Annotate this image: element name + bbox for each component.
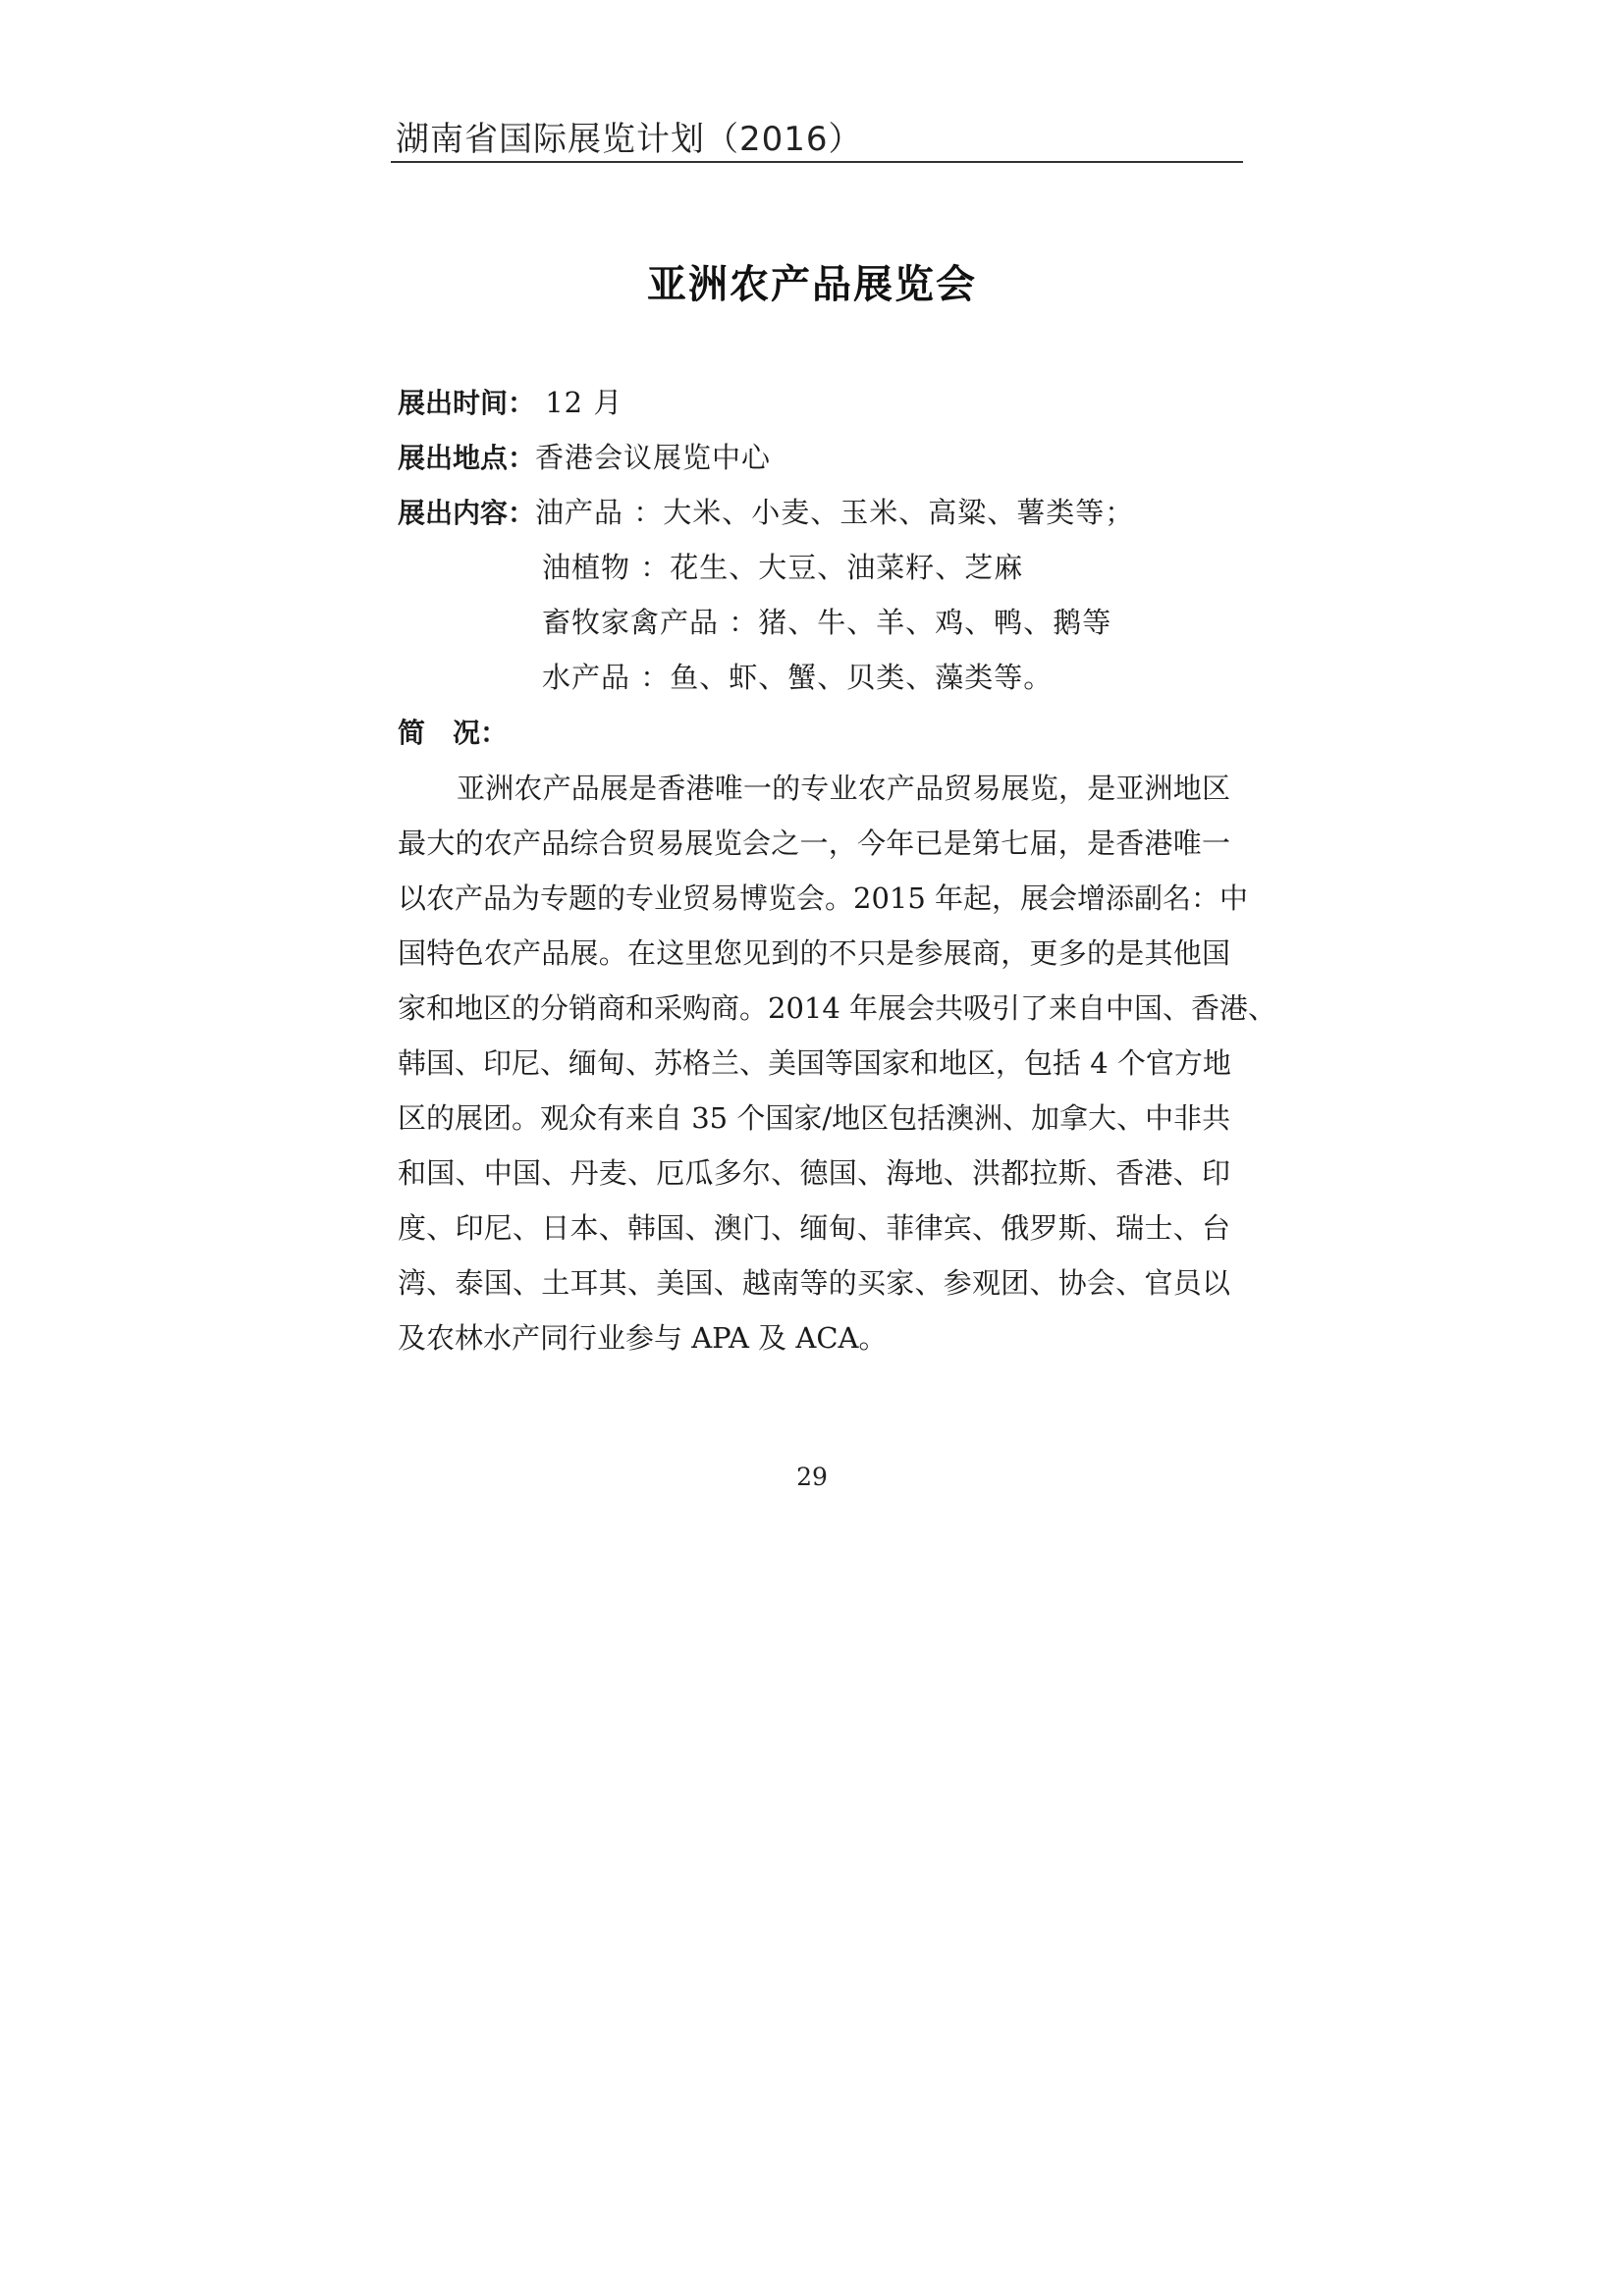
exhibition-place-value: 香港会议展览中心: [535, 441, 772, 474]
summary-paragraph-line: 家和地区的分销商和采购商。2014 年展会共吸引了来自中国、香港、: [398, 991, 1277, 1025]
summary-paragraph-line: 及农林水产同行业参与 APA 及 ACA。: [398, 1321, 888, 1355]
summary-label: 简 况：: [398, 717, 509, 749]
summary-paragraph-line: 和国、中国、丹麦、厄瓜多尔、德国、海地、洪都拉斯、香港、印: [398, 1156, 1230, 1190]
summary-paragraph-line: 韩国、印尼、缅甸、苏格兰、美国等国家和地区，包括 4 个官方地: [398, 1046, 1231, 1080]
exhibition-place-label: 展出地点：: [398, 442, 536, 474]
document-title: 亚洲农产品展览会: [647, 262, 977, 307]
summary-paragraph-line: 亚洲农产品展是香港唯一的专业农产品贸易展览，是亚洲地区: [457, 772, 1230, 805]
exhibition-time-value: 12 月: [535, 386, 623, 419]
summary-paragraph-line: 湾、泰国、土耳其、美国、越南等的买家、参观团、协会、官员以: [398, 1266, 1230, 1300]
summary-paragraph-line: 国特色农产品展。在这里您见到的不只是参展商，更多的是其他国: [398, 936, 1230, 970]
running-header-title: 湖南省国际展览计划（2016）: [396, 120, 863, 159]
summary-paragraph-line: 区的展团。观众有来自 35 个国家/地区包括澳洲、加拿大、中非共: [398, 1101, 1231, 1135]
exhibition-time-label: 展出时间：: [398, 387, 536, 419]
exhibition-content-item: 畜牧家禽产品 ：猪、牛、羊、鸡、鸭、鹅等: [542, 606, 1112, 639]
exhibition-time-row: [398, 381, 623, 421]
exhibition-content-item: 水产品 ：鱼、虾、蟹、贝类、藻类等。: [542, 661, 1054, 694]
exhibition-content-item: 油植物 ：花生、大豆、油菜籽、芝麻: [542, 551, 1024, 584]
summary-paragraph-line: 度、印尼、日本、韩国、澳门、缅甸、菲律宾、俄罗斯、瑞士、台: [398, 1211, 1230, 1245]
summary-paragraph-line: 最大的农产品综合贸易展览会之一，今年已是第七届，是香港唯一: [398, 827, 1230, 860]
page-number: 29: [796, 1463, 828, 1491]
exhibition-content-label: 展出内容：: [398, 497, 536, 529]
exhibition-place-row: [398, 436, 771, 476]
header-divider: [391, 161, 1243, 163]
summary-paragraph-line: 以农产品为专题的专业贸易博览会。2015 年起，展会增添副名：中: [398, 881, 1249, 915]
exhibition-content-item: 油产品 ：大米、小麦、玉米、高粱、薯类等；: [535, 496, 1135, 529]
exhibition-content-row: [398, 491, 1134, 531]
